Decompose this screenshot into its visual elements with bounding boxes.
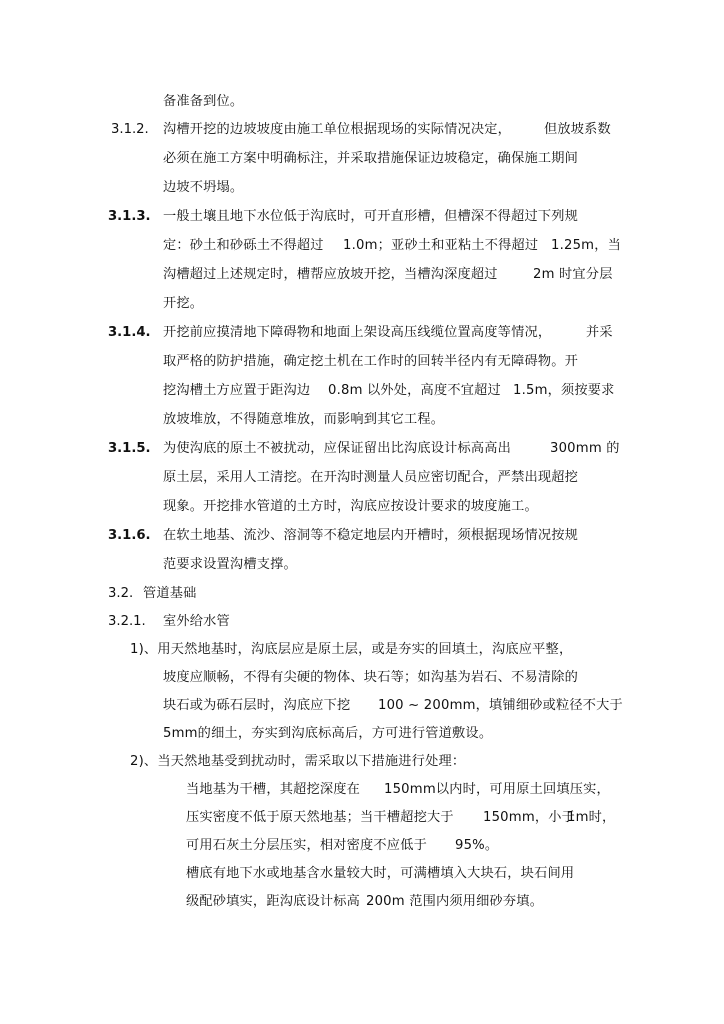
text-line: 原土层，采用人工清挖。在开沟时测量人员应密切配合，严禁出现超挖 <box>163 470 579 485</box>
text-line: 沟槽开挖的边坡坡度由施工单位根据现场的实际情况决定， <box>163 122 512 137</box>
section-heading: 管道基础 <box>143 586 197 601</box>
text-line: 当地基为干槽，其超挖深度在 <box>186 782 361 797</box>
text-line: 现象。开挖排水管道的土方时，沟底应按设计要求的坡度施工。 <box>163 499 538 514</box>
section-number: 3.2.1. <box>108 614 146 629</box>
text-line: 压实密度不低于原天然地基；当干槽超挖大于 <box>186 810 454 825</box>
text-line: 挖沟槽土方应置于距沟边 <box>163 383 311 398</box>
section-number: 3.1.3. <box>108 209 151 224</box>
text-line: 在软土地基、流沙、溶洞等不稳定地层内开槽时，须根据现场情况按规 <box>163 528 579 543</box>
text-line: 放坡堆放，不得随意堆放，而影响到其它工程。 <box>163 412 445 427</box>
text-line: 开挖前应摸清地下障碍物和地面上架设高压线缆位置高度等情况， <box>163 325 552 340</box>
text-line: 必须在施工方案中明确标注，并采取措施保证边坡稳定，确保施工期间 <box>163 151 579 166</box>
text-line: 100 ~ 200mm，填铺细砂或粒径不大于 <box>378 698 623 713</box>
text-line: 级配砂填实，距沟底设计标高 <box>186 894 361 909</box>
section-number: 3.1.4. <box>108 325 151 340</box>
text-line: 为使沟底的原土不被扰动，应保证留出比沟底设计标高高出 <box>163 441 512 456</box>
text-line: 5mm的细土，夯实到沟底标高后，方可进行管道敷设。 <box>163 726 493 741</box>
section-number: 3.2. <box>108 586 134 601</box>
text-line: 1.0m；亚砂土和亚粘土不得超过 <box>343 238 539 253</box>
text-line: 块石或为砾石层时，沟底应下挖 <box>163 698 351 713</box>
text-line: 取严格的防护措施，确定挖土机在工作时的回转半径内有无障碍物。开 <box>163 354 579 369</box>
text-line: 1.5m，须按要求 <box>513 383 615 398</box>
text-line: 0.8m 以外处，高度不宜超过 <box>328 383 501 398</box>
text-line: 2m 时宜分层 <box>533 267 613 282</box>
text-line: 95%。 <box>455 838 499 853</box>
text-line: 沟槽超过上述规定时，槽帮应放坡开挖，当槽沟深度超过 <box>163 267 498 282</box>
text-line: 1.25m，当 <box>551 238 621 253</box>
text-line: 范要求设置沟槽支撑。 <box>163 557 297 572</box>
text-line: 并采 <box>586 325 613 340</box>
text-line: 150mm以内时，可用原土回填压实， <box>384 782 610 797</box>
text-line: 150mm，小于 <box>483 810 576 825</box>
text-line: 1m时， <box>567 810 616 825</box>
text-line: 开挖。 <box>163 296 204 311</box>
text-line: 300mm 的 <box>550 441 620 456</box>
text-line: 坡度应顺畅，不得有尖硬的物体、块石等；如沟基为岩石、不易清除的 <box>163 670 579 685</box>
text-line: 可用石灰土分层压实，相对密度不应低于 <box>186 838 427 853</box>
text-line: 边坡不坍塌。 <box>163 180 244 195</box>
text-line: 200m 范围内须用细砂夯填。 <box>366 894 544 909</box>
text-line: 槽底有地下水或地基含水量较大时，可满槽填入大块石，块石间用 <box>186 866 575 881</box>
text-line: 备准备到位。 <box>163 94 244 109</box>
text-line: 1)、用天然地基时，沟底层应是原土层，或是夯实的回填土，沟底应平整， <box>130 642 573 657</box>
section-number: 3.1.5. <box>108 441 151 456</box>
section-number: 3.1.2. <box>111 122 149 137</box>
section-number: 3.1.6. <box>108 528 151 543</box>
text-line: 2)、当天然地基受到扰动时，需采取以下措施进行处理： <box>130 754 466 769</box>
text-line: 但放坡系数 <box>544 122 611 137</box>
section-heading: 室外给水管 <box>163 614 230 629</box>
text-line: 定：砂土和砂砾土不得超过 <box>163 238 324 253</box>
text-line: 一般土壤且地下水位低于沟底时，可开直形槽，但槽深不得超过下列规 <box>163 209 579 224</box>
